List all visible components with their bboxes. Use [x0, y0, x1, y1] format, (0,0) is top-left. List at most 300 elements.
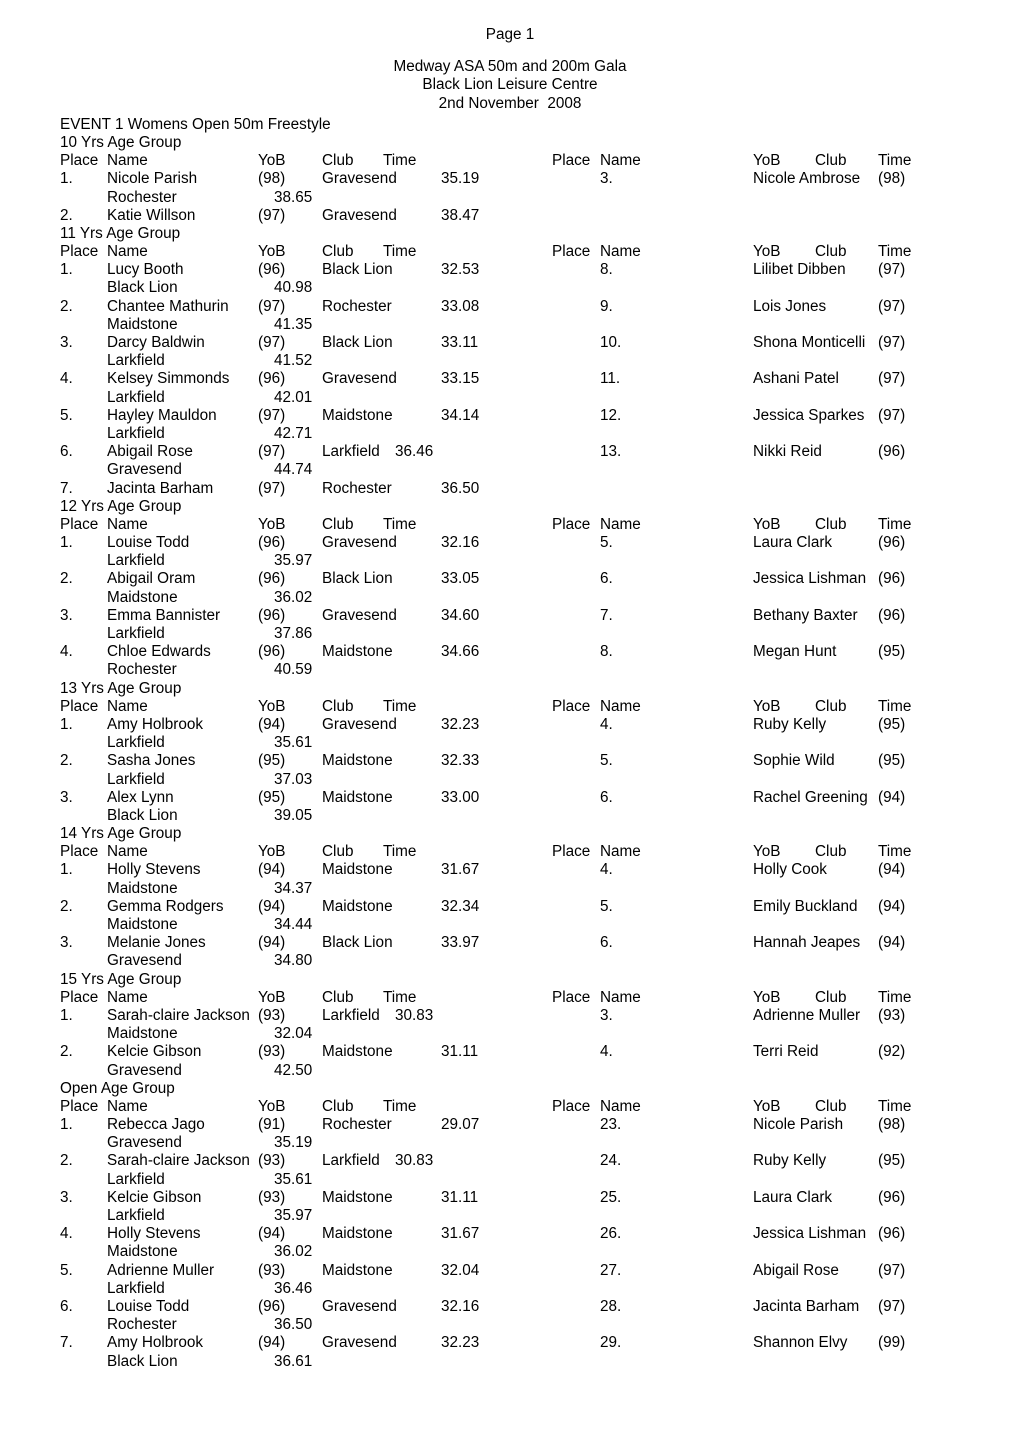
- column-header: Time: [878, 843, 912, 861]
- place-cell: 2.: [60, 752, 73, 770]
- swimmer-name-cell: Darcy Baldwin: [107, 334, 205, 351]
- yob-cell: (96): [258, 570, 286, 588]
- column-header: Club: [322, 152, 354, 170]
- column-header: YoB: [753, 843, 781, 861]
- time-cell: 30.83: [395, 1006, 434, 1024]
- yob-cell: (97): [258, 479, 286, 497]
- page-number: Page 1: [485, 26, 535, 43]
- continuation-row: [0, 1134, 1020, 1152]
- time-cell: 35.97: [274, 552, 313, 570]
- club-cell: Black Lion: [322, 934, 393, 952]
- continuation-row: [0, 952, 1020, 970]
- time-cell: 37.86: [274, 625, 313, 642]
- yob-cell: (95): [878, 715, 906, 733]
- swimmer-name-cell: Ruby Kelly: [753, 1152, 827, 1170]
- swimmer-name-cell: Lilibet Dibben: [753, 261, 846, 279]
- continuation-row: [0, 1207, 1020, 1225]
- column-header: Time: [878, 1097, 912, 1115]
- place-cell: 4.: [600, 861, 613, 879]
- time-cell: 33.11: [441, 334, 479, 351]
- place-cell: 12.: [600, 406, 622, 424]
- swimmer-name-cell: Nikki Reid: [753, 443, 822, 461]
- yob-cell: (97): [258, 206, 286, 224]
- swimmer-name-cell: Nicole Parish: [753, 1116, 844, 1134]
- place-cell: 1.: [60, 1006, 73, 1024]
- time-cell: 32.23: [441, 715, 480, 733]
- place-cell: 6.: [60, 1297, 73, 1315]
- time-cell: 32.04: [274, 1025, 313, 1043]
- column-header: Place: [552, 843, 591, 861]
- club-cell: Maidstone: [322, 1225, 393, 1243]
- time-cell: 41.52: [274, 352, 313, 370]
- swimmer-name-cell: Holly Stevens: [107, 861, 201, 879]
- yob-cell: (94): [258, 934, 286, 952]
- column-header: Time: [383, 697, 417, 715]
- yob-cell: (97): [878, 370, 906, 388]
- club-cell: Gravesend: [322, 606, 397, 624]
- club-cell: Black Lion: [107, 279, 178, 297]
- result-row: [0, 570, 1020, 588]
- time-cell: 36.02: [274, 588, 313, 606]
- time-cell: 36.50: [274, 1316, 313, 1334]
- swimmer-name-cell: Hannah Jeapes: [753, 934, 861, 952]
- time-cell: 34.60: [441, 606, 480, 624]
- column-header: Club: [322, 1097, 354, 1115]
- yob-cell: (97): [258, 297, 286, 315]
- time-cell: 29.07: [441, 1116, 480, 1134]
- column-header: Time: [878, 515, 912, 533]
- column-header-row: [0, 1098, 1020, 1116]
- time-cell: 37.03: [274, 770, 313, 788]
- column-header: Club: [815, 988, 847, 1006]
- continuation-row: [0, 625, 1020, 643]
- yob-cell: (97): [258, 334, 286, 351]
- column-header: Name: [600, 515, 641, 533]
- continuation-row: [0, 1280, 1020, 1298]
- column-header: YoB: [258, 1097, 286, 1115]
- yob-cell: (96): [878, 570, 906, 588]
- yob-cell: (94): [878, 897, 906, 915]
- column-header: Name: [107, 152, 148, 170]
- yob-cell: (96): [258, 606, 286, 624]
- swimmer-name-cell: Kelsey Simmonds: [107, 370, 230, 388]
- club-cell: Gravesend: [322, 1334, 397, 1352]
- place-cell: 5.: [60, 1261, 73, 1279]
- swimmer-name-cell: Jessica Lishman: [753, 570, 867, 588]
- yob-cell: (91): [258, 1116, 286, 1134]
- column-header: Time: [878, 243, 912, 261]
- time-cell: 35.61: [274, 734, 313, 752]
- place-cell: 3.: [600, 170, 613, 188]
- column-header: Time: [383, 152, 417, 170]
- continuation-row: [0, 1316, 1020, 1334]
- column-header-row: [0, 243, 1020, 261]
- result-row: [0, 1262, 1020, 1280]
- column-header: Club: [322, 988, 354, 1006]
- column-header: Place: [552, 515, 591, 533]
- continuation-row: [0, 807, 1020, 825]
- column-header-row: [0, 516, 1020, 534]
- age-group-heading: [0, 134, 1020, 152]
- column-header: Club: [815, 843, 847, 861]
- age-group-label: 12 Yrs Age Group: [60, 497, 182, 515]
- column-header: YoB: [258, 843, 286, 861]
- swimmer-name-cell: Chloe Edwards: [107, 643, 211, 661]
- column-header: Place: [60, 843, 99, 861]
- result-row: [0, 261, 1020, 279]
- yob-cell: (97): [878, 334, 906, 351]
- swimmer-name-cell: Rebecca Jago: [107, 1116, 205, 1134]
- club-cell: Maidstone: [322, 1188, 393, 1206]
- time-cell: 33.05: [441, 570, 480, 588]
- club-cell: Gravesend: [107, 461, 182, 479]
- swimmer-name-cell: Bethany Baxter: [753, 606, 858, 624]
- swimmer-name-cell: Kelcie Gibson: [107, 1043, 202, 1061]
- continuation-row: [0, 661, 1020, 679]
- swimmer-name-cell: Jacinta Barham: [753, 1297, 860, 1315]
- club-cell: Maidstone: [322, 643, 393, 661]
- column-header: Club: [815, 152, 847, 170]
- column-header: Name: [107, 1097, 148, 1115]
- time-cell: 35.61: [274, 1170, 313, 1188]
- place-cell: 27.: [600, 1261, 622, 1279]
- column-header: Place: [60, 152, 99, 170]
- place-cell: 4.: [60, 1225, 73, 1243]
- swimmer-name-cell: Kelcie Gibson: [107, 1188, 202, 1206]
- column-header: Name: [107, 515, 148, 533]
- result-row: [0, 1043, 1020, 1061]
- swimmer-name-cell: Amy Holbrook: [107, 715, 204, 733]
- continuation-row: [0, 552, 1020, 570]
- place-cell: 4.: [60, 370, 73, 388]
- time-cell: 36.02: [274, 1243, 313, 1261]
- column-header: Club: [815, 697, 847, 715]
- result-row: [0, 370, 1020, 388]
- column-header: Club: [322, 243, 354, 261]
- club-cell: Larkfield: [107, 1170, 165, 1188]
- place-cell: 2.: [60, 206, 73, 224]
- continuation-row: [0, 316, 1020, 334]
- continuation-row: [0, 425, 1020, 443]
- result-row: [0, 1298, 1020, 1316]
- place-cell: 6.: [600, 570, 613, 588]
- column-header: Club: [322, 515, 354, 533]
- column-header: YoB: [258, 243, 286, 261]
- event-title: [0, 116, 1020, 134]
- place-cell: 23.: [600, 1116, 622, 1134]
- yob-cell: (96): [878, 443, 906, 461]
- column-header: Name: [600, 843, 641, 861]
- column-header: Name: [600, 988, 641, 1006]
- column-header-row: [0, 989, 1020, 1007]
- column-header: Club: [322, 697, 354, 715]
- yob-cell: (97): [258, 406, 286, 424]
- yob-cell: (94): [258, 715, 286, 733]
- column-header: Name: [600, 152, 641, 170]
- place-cell: 2.: [60, 897, 73, 915]
- result-row: [0, 1007, 1020, 1025]
- club-cell: Black Lion: [322, 570, 393, 588]
- club-cell: Larkfield: [107, 352, 165, 370]
- swimmer-name-cell: Chantee Mathurin: [107, 297, 229, 315]
- yob-cell: (94): [258, 1225, 286, 1243]
- column-header: YoB: [753, 243, 781, 261]
- column-header: Time: [383, 515, 417, 533]
- swimmer-name-cell: Ashani Patel: [753, 370, 839, 388]
- time-cell: 39.05: [274, 806, 313, 824]
- place-cell: 26.: [600, 1225, 622, 1243]
- yob-cell: (99): [878, 1334, 906, 1352]
- column-header: Name: [107, 843, 148, 861]
- place-cell: 3.: [60, 606, 73, 624]
- yob-cell: (97): [878, 297, 906, 315]
- club-cell: Larkfield: [107, 1207, 165, 1224]
- time-cell: 32.53: [441, 261, 480, 279]
- result-row: [0, 480, 1020, 498]
- yob-cell: (95): [258, 752, 286, 770]
- swimmer-name-cell: Sasha Jones: [107, 752, 196, 770]
- age-group-label: 14 Yrs Age Group: [60, 825, 182, 843]
- time-cell: 33.15: [441, 370, 480, 388]
- column-header-row: [0, 698, 1020, 716]
- swimmer-name-cell: Holly Cook: [753, 861, 827, 879]
- club-cell: Gravesend: [322, 170, 397, 188]
- place-cell: 11.: [600, 370, 621, 388]
- club-cell: Rochester: [107, 661, 177, 679]
- yob-cell: (95): [258, 788, 286, 806]
- time-cell: 44.74: [274, 461, 313, 479]
- time-cell: 30.83: [395, 1152, 434, 1170]
- time-cell: 32.33: [441, 752, 480, 770]
- column-header: YoB: [753, 988, 781, 1006]
- club-cell: Larkfield: [107, 625, 165, 642]
- club-cell: Maidstone: [107, 1243, 178, 1261]
- continuation-row: [0, 1353, 1020, 1371]
- yob-cell: (98): [878, 170, 906, 188]
- swimmer-name-cell: Amy Holbrook: [107, 1334, 204, 1352]
- swimmer-name-cell: Abigail Oram: [107, 570, 196, 588]
- swimmer-name-cell: Emma Bannister: [107, 606, 221, 624]
- club-cell: Black Lion: [107, 806, 178, 824]
- column-header: Place: [552, 1097, 591, 1115]
- column-header: Place: [552, 243, 591, 261]
- column-header: Name: [600, 1097, 641, 1115]
- club-cell: Larkfield: [107, 770, 165, 788]
- time-cell: 34.66: [441, 643, 480, 661]
- swimmer-name-cell: Ruby Kelly: [753, 715, 827, 733]
- column-header: Name: [107, 243, 148, 261]
- place-cell: 1.: [60, 715, 73, 733]
- result-row: [0, 934, 1020, 952]
- club-cell: Maidstone: [322, 861, 393, 879]
- club-cell: Larkfield: [322, 443, 380, 461]
- venue-name: Black Lion Leisure Centre: [422, 76, 598, 94]
- time-cell: 34.80: [274, 952, 313, 970]
- column-header: Time: [383, 1097, 417, 1115]
- time-cell: 31.67: [441, 861, 480, 879]
- age-group-heading: [0, 1080, 1020, 1098]
- swimmer-name-cell: Abigail Rose: [753, 1261, 839, 1279]
- club-cell: Maidstone: [107, 315, 178, 333]
- swimmer-name-cell: Sophie Wild: [753, 752, 835, 770]
- place-cell: 3.: [60, 334, 73, 351]
- place-cell: 3.: [60, 788, 73, 806]
- yob-cell: (96): [258, 1297, 286, 1315]
- column-header: YoB: [753, 515, 781, 533]
- time-cell: 35.19: [441, 170, 480, 188]
- time-cell: 38.47: [441, 206, 480, 224]
- column-header: Place: [60, 243, 99, 261]
- time-cell: 42.01: [274, 388, 313, 406]
- time-cell: 40.59: [274, 661, 313, 679]
- column-header: Place: [552, 152, 591, 170]
- yob-cell: (96): [878, 1225, 906, 1243]
- age-group-label: 11 Yrs Age Group: [60, 224, 181, 242]
- column-header: YoB: [753, 1097, 781, 1115]
- place-cell: 1.: [60, 261, 73, 279]
- place-cell: 28.: [600, 1297, 622, 1315]
- column-header: YoB: [258, 515, 286, 533]
- club-cell: Larkfield: [322, 1152, 380, 1170]
- yob-cell: (97): [258, 443, 286, 461]
- time-cell: 42.50: [274, 1061, 313, 1079]
- club-cell: Maidstone: [107, 588, 178, 606]
- swimmer-name-cell: Katie Willson: [107, 206, 196, 224]
- time-cell: 31.11: [441, 1043, 479, 1061]
- time-cell: 31.11: [441, 1188, 479, 1206]
- column-header: Club: [815, 515, 847, 533]
- result-row: [0, 898, 1020, 916]
- place-cell: 1.: [60, 170, 73, 188]
- swimmer-name-cell: Holly Stevens: [107, 1225, 201, 1243]
- swimmer-name-cell: Jessica Sparkes: [753, 406, 865, 424]
- age-group-label: Open Age Group: [60, 1079, 175, 1097]
- yob-cell: (96): [878, 606, 906, 624]
- club-cell: Maidstone: [322, 1261, 393, 1279]
- yob-cell: (97): [878, 1261, 906, 1279]
- place-cell: 13.: [600, 443, 622, 461]
- swimmer-name-cell: Adrienne Muller: [107, 1261, 215, 1279]
- club-cell: Larkfield: [107, 734, 165, 752]
- time-cell: 38.65: [274, 188, 313, 206]
- place-cell: 5.: [600, 897, 613, 915]
- result-row: [0, 752, 1020, 770]
- swimmer-name-cell: Louise Todd: [107, 534, 190, 552]
- yob-cell: (97): [878, 1297, 906, 1315]
- result-row: [0, 170, 1020, 188]
- time-cell: 33.08: [441, 297, 480, 315]
- club-cell: Gravesend: [322, 370, 397, 388]
- club-cell: Larkfield: [322, 1006, 380, 1024]
- swimmer-name-cell: Laura Clark: [753, 534, 833, 552]
- yob-cell: (94): [878, 934, 906, 952]
- yob-cell: (93): [258, 1043, 286, 1061]
- continuation-row: [0, 734, 1020, 752]
- swimmer-name-cell: Rachel Greening: [753, 788, 868, 806]
- result-row: [0, 716, 1020, 734]
- continuation-row: [0, 1062, 1020, 1080]
- place-cell: 1.: [60, 534, 73, 552]
- gala-date: 2nd November 2008: [438, 94, 582, 112]
- age-group-heading: [0, 498, 1020, 516]
- column-header: Place: [552, 697, 591, 715]
- yob-cell: (96): [258, 534, 286, 552]
- yob-cell: (98): [878, 1116, 906, 1134]
- club-cell: Maidstone: [322, 897, 393, 915]
- time-cell: 36.61: [274, 1352, 313, 1370]
- swimmer-name-cell: Nicole Ambrose: [753, 170, 861, 188]
- continuation-row: [0, 771, 1020, 789]
- place-cell: 2.: [60, 297, 73, 315]
- club-cell: Gravesend: [322, 206, 397, 224]
- time-cell: 36.46: [274, 1279, 313, 1297]
- place-cell: 6.: [60, 443, 73, 461]
- place-cell: 4.: [600, 1043, 613, 1061]
- place-cell: 1.: [60, 1116, 73, 1134]
- club-cell: Maidstone: [107, 1025, 178, 1043]
- swimmer-name-cell: Lois Jones: [753, 297, 827, 315]
- yob-cell: (97): [878, 261, 906, 279]
- place-cell: 7.: [60, 1334, 73, 1352]
- column-header-row: [0, 843, 1020, 861]
- time-cell: 33.00: [441, 788, 480, 806]
- club-cell: Larkfield: [107, 388, 165, 406]
- club-cell: Maidstone: [322, 788, 393, 806]
- gala-title: Medway ASA 50m and 200m Gala: [393, 58, 627, 76]
- column-header: Name: [107, 697, 148, 715]
- age-group-label: 10 Yrs Age Group: [60, 133, 182, 151]
- yob-cell: (96): [258, 261, 286, 279]
- time-cell: 32.34: [441, 897, 480, 915]
- swimmer-name-cell: Abigail Rose: [107, 443, 193, 461]
- results-sections: [0, 134, 1020, 1371]
- column-header: Time: [383, 243, 417, 261]
- result-row: [0, 1152, 1020, 1170]
- column-header: Time: [878, 988, 912, 1006]
- column-header: Club: [322, 843, 354, 861]
- swimmer-name-cell: Shona Monticelli: [753, 334, 866, 351]
- time-cell: 31.67: [441, 1225, 480, 1243]
- place-cell: 7.: [600, 606, 613, 624]
- time-cell: 36.50: [441, 479, 480, 497]
- continuation-row: [0, 461, 1020, 479]
- time-cell: 34.14: [441, 406, 480, 424]
- yob-cell: (93): [258, 1006, 286, 1024]
- yob-cell: (94): [258, 1334, 286, 1352]
- club-cell: Larkfield: [107, 424, 165, 442]
- place-cell: 6.: [600, 788, 613, 806]
- time-cell: 35.97: [274, 1207, 313, 1224]
- time-cell: 32.23: [441, 1334, 480, 1352]
- swimmer-name-cell: Louise Todd: [107, 1297, 190, 1315]
- club-cell: Rochester: [322, 1116, 392, 1134]
- club-cell: Maidstone: [322, 406, 393, 424]
- result-row: [0, 207, 1020, 225]
- yob-cell: (93): [258, 1261, 286, 1279]
- result-row: [0, 1334, 1020, 1352]
- place-cell: 6.: [600, 934, 613, 952]
- column-header: Place: [60, 697, 99, 715]
- time-cell: 35.19: [274, 1134, 313, 1152]
- place-cell: 2.: [60, 1152, 73, 1170]
- column-header: Place: [552, 988, 591, 1006]
- yob-cell: (93): [878, 1006, 906, 1024]
- time-cell: 36.46: [395, 443, 434, 461]
- swimmer-name-cell: Shannon Elvy: [753, 1334, 848, 1352]
- place-cell: 10.: [600, 334, 622, 351]
- swimmer-name-cell: Laura Clark: [753, 1188, 833, 1206]
- place-cell: 8.: [600, 261, 613, 279]
